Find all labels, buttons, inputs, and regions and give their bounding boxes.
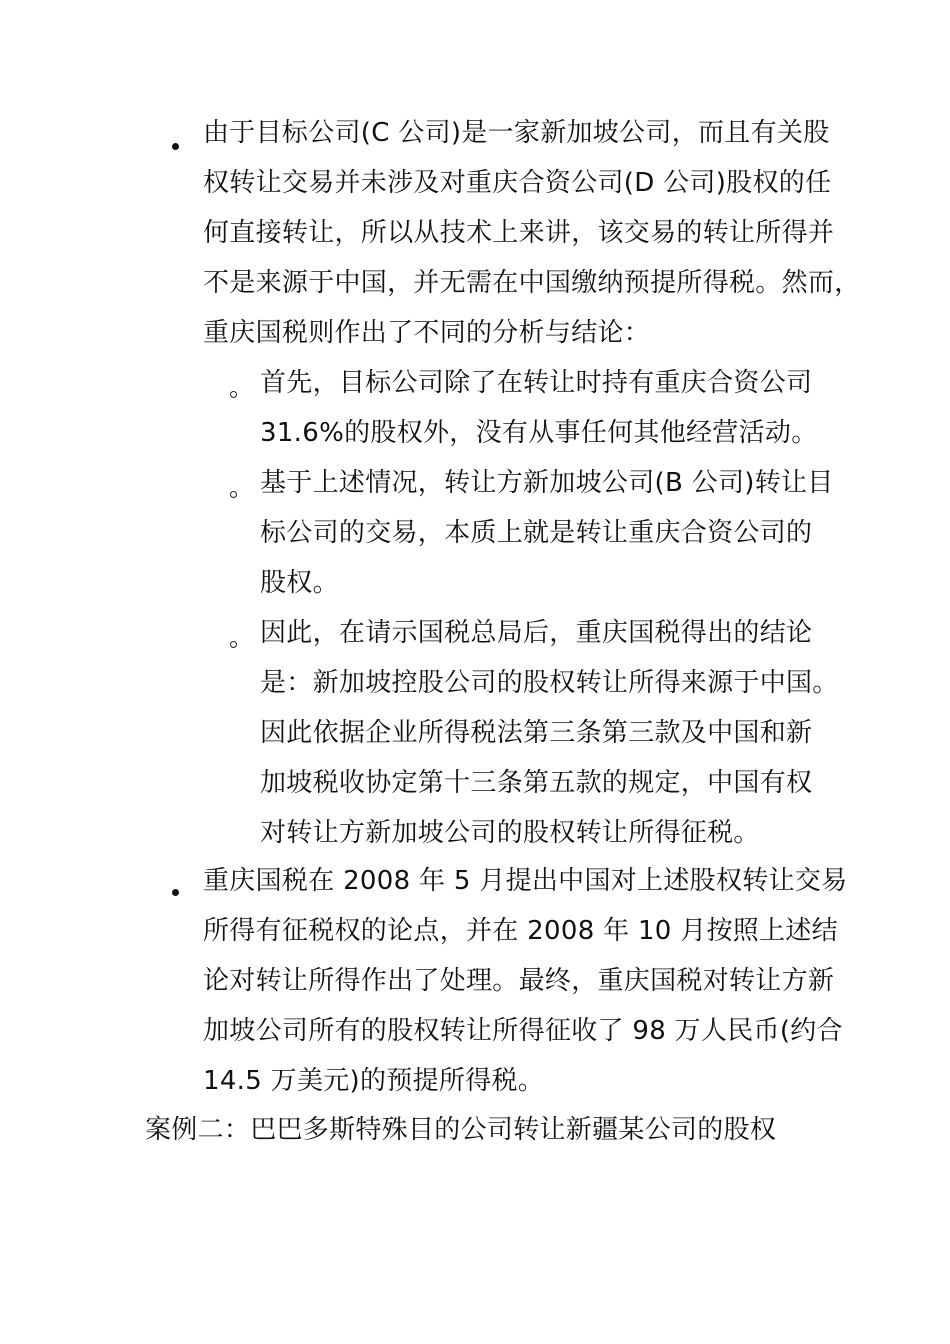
sub-bullet-circle-2	[230, 491, 237, 498]
bullet2-line-1: 重庆国税在 2008 年 5 月提出中国对上述股权转让交易	[203, 866, 848, 896]
sub3-line-2: 是：新加坡控股公司的股权转让所得来源于中国。	[260, 668, 839, 698]
sub2-line-2: 标公司的交易，本质上就是转让重庆合资公司的	[260, 518, 813, 548]
bullet2-line-4: 加坡公司所有的股权转让所得征收了 98 万人民币(约合	[203, 1016, 843, 1046]
sub3-line-3: 因此依据企业所得税法第三条第三款及中国和新	[260, 718, 813, 748]
sub1-line-2: 31.6%的股权外，没有从事任何其他经营活动。	[260, 418, 818, 448]
case-heading: 案例二：巴巴多斯特殊目的公司转让新疆某公司的股权	[145, 1115, 777, 1145]
bullet1-line-3: 何直接转让，所以从技术上来讲，该交易的转让所得并	[203, 218, 835, 248]
bullet1-line-4: 不是来源于中国，并无需在中国缴纳预提所得税。然而，	[203, 268, 861, 298]
sub3-line-1: 因此，在请示国税总局后，重庆国税得出的结论	[260, 618, 813, 648]
sub3-line-5: 对转让方新加坡公司的股权转让所得征税。	[260, 818, 760, 848]
bullet1-line-1: 由于目标公司(C 公司)是一家新加坡公司，而且有关股	[203, 118, 830, 148]
bullet-dot-2	[172, 889, 179, 896]
sub3-line-4: 加坡税收协定第十三条第五款的规定，中国有权	[260, 768, 813, 798]
sub1-line-1: 首先，目标公司除了在转让时持有重庆合资公司	[260, 368, 813, 398]
sub2-line-1: 基于上述情况，转让方新加坡公司(B 公司)转让目	[260, 468, 834, 498]
sub2-line-3: 股权。	[260, 568, 339, 598]
bullet1-line-5: 重庆国税则作出了不同的分析与结论：	[203, 318, 651, 348]
bullet2-line-3: 论对转让所得作出了处理。最终，重庆国税对转让方新	[203, 966, 835, 996]
bullet1-line-2: 权转让交易并未涉及对重庆合资公司(D 公司)股权的任	[203, 168, 832, 198]
sub-bullet-circle-3	[230, 641, 237, 648]
sub-bullet-circle-1	[230, 391, 237, 398]
bullet2-line-2: 所得有征税权的论点，并在 2008 年 10 月按照上述结	[203, 916, 839, 946]
bullet-dot-1	[172, 143, 179, 150]
bullet2-line-5: 14.5 万美元)的预提所得税。	[203, 1066, 545, 1096]
